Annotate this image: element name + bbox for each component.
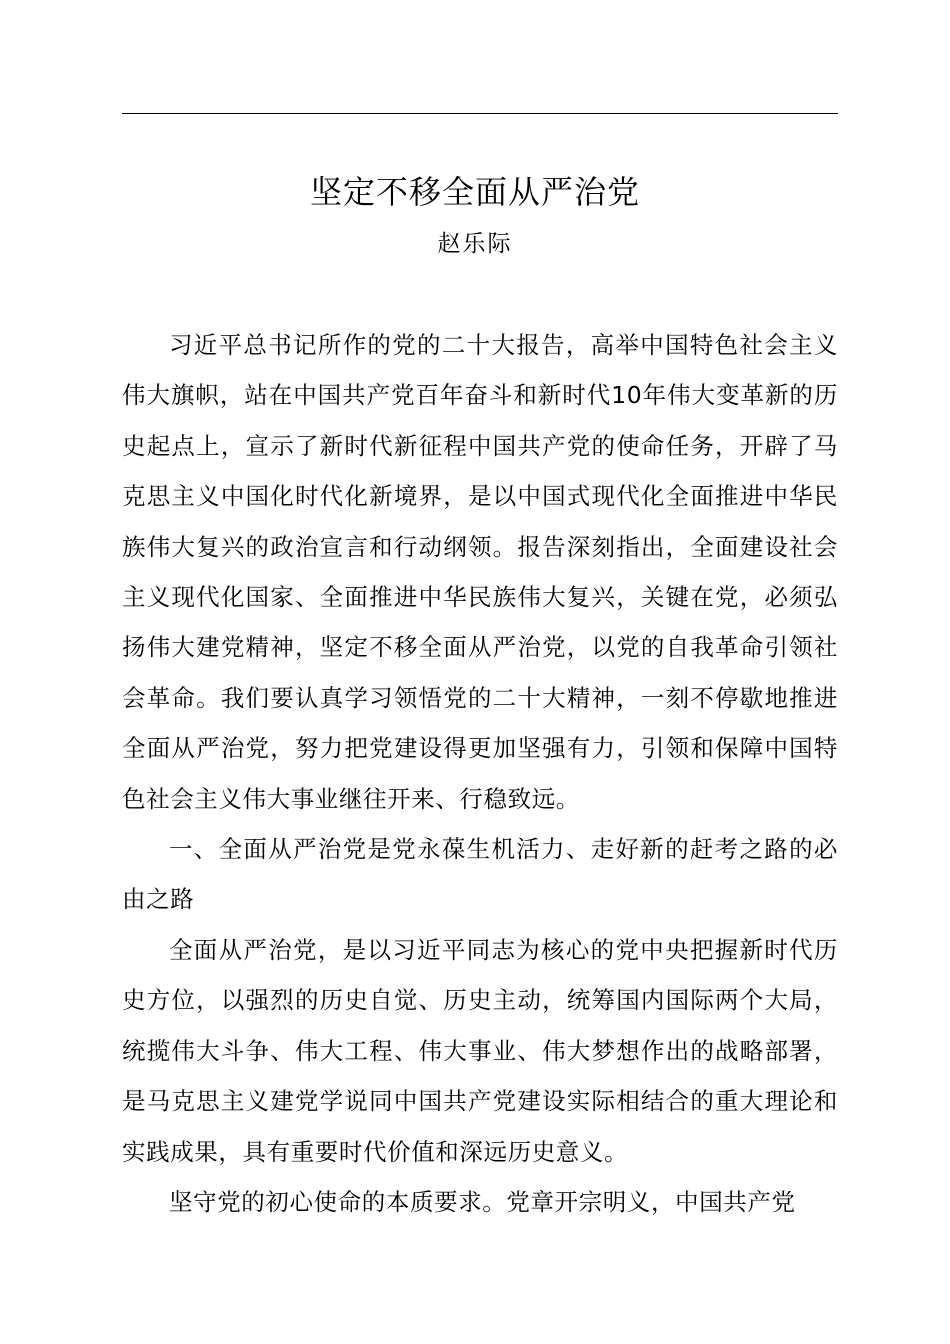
paragraph-section-1: 全面从严治党，是以习近平同志为核心的党中央把握新时代历史方位，以强烈的历史自觉、历史主动，统筹国内国际两个大局，统揽伟大斗争、伟大工程、伟大事业、伟大梦想作出的战略部署，是马克思主义建党学说同中国共产党建设实际相结合的重大理论和实践成果，具有重要时代价值和深远历史意义。 [122,935,838,1166]
paragraph-intro: 习近平总书记所作的党的二十大报告，高举中国特色社会主义伟大旗帜，站在中国共产党百年奋斗和新时代10年伟大变革新的历史起点上，宣示了新时代新征程中国共产党的使命任务，开辟了马克思主义中国化时代化新境界，是以中国式现代化全面推进中华民族伟大复兴的政治宣言和行动纲领。报告深刻指出，全面建设社会主义现代化国家、全面推进中华民族伟大复兴，关键在党，必须弘扬伟大建党精神，坚定不移全面从严治党，以党的自我革命引领社会革命。我们要认真学习领悟党的二十大精神，一刻不停歇地推进全面从严治党，努力把党建设得更加坚强有力，引领和保障中国特色社会主义伟大事业继往开来、行稳致远。 [122,331,838,813]
header-rule [122,113,838,114]
document-author: 赵乐际 [437,231,513,257]
paragraph-subsection: 坚守党的初心使命的本质要求。党章开宗明义，中国共产党 [169,1187,796,1216]
section-heading-1: 一、全面从严治党是党永葆生机活力、走好新的赶考之路的必由之路 [122,835,838,914]
document-body [122,320,838,1227]
document-title: 坚定不移全面从严治党 [309,173,640,211]
